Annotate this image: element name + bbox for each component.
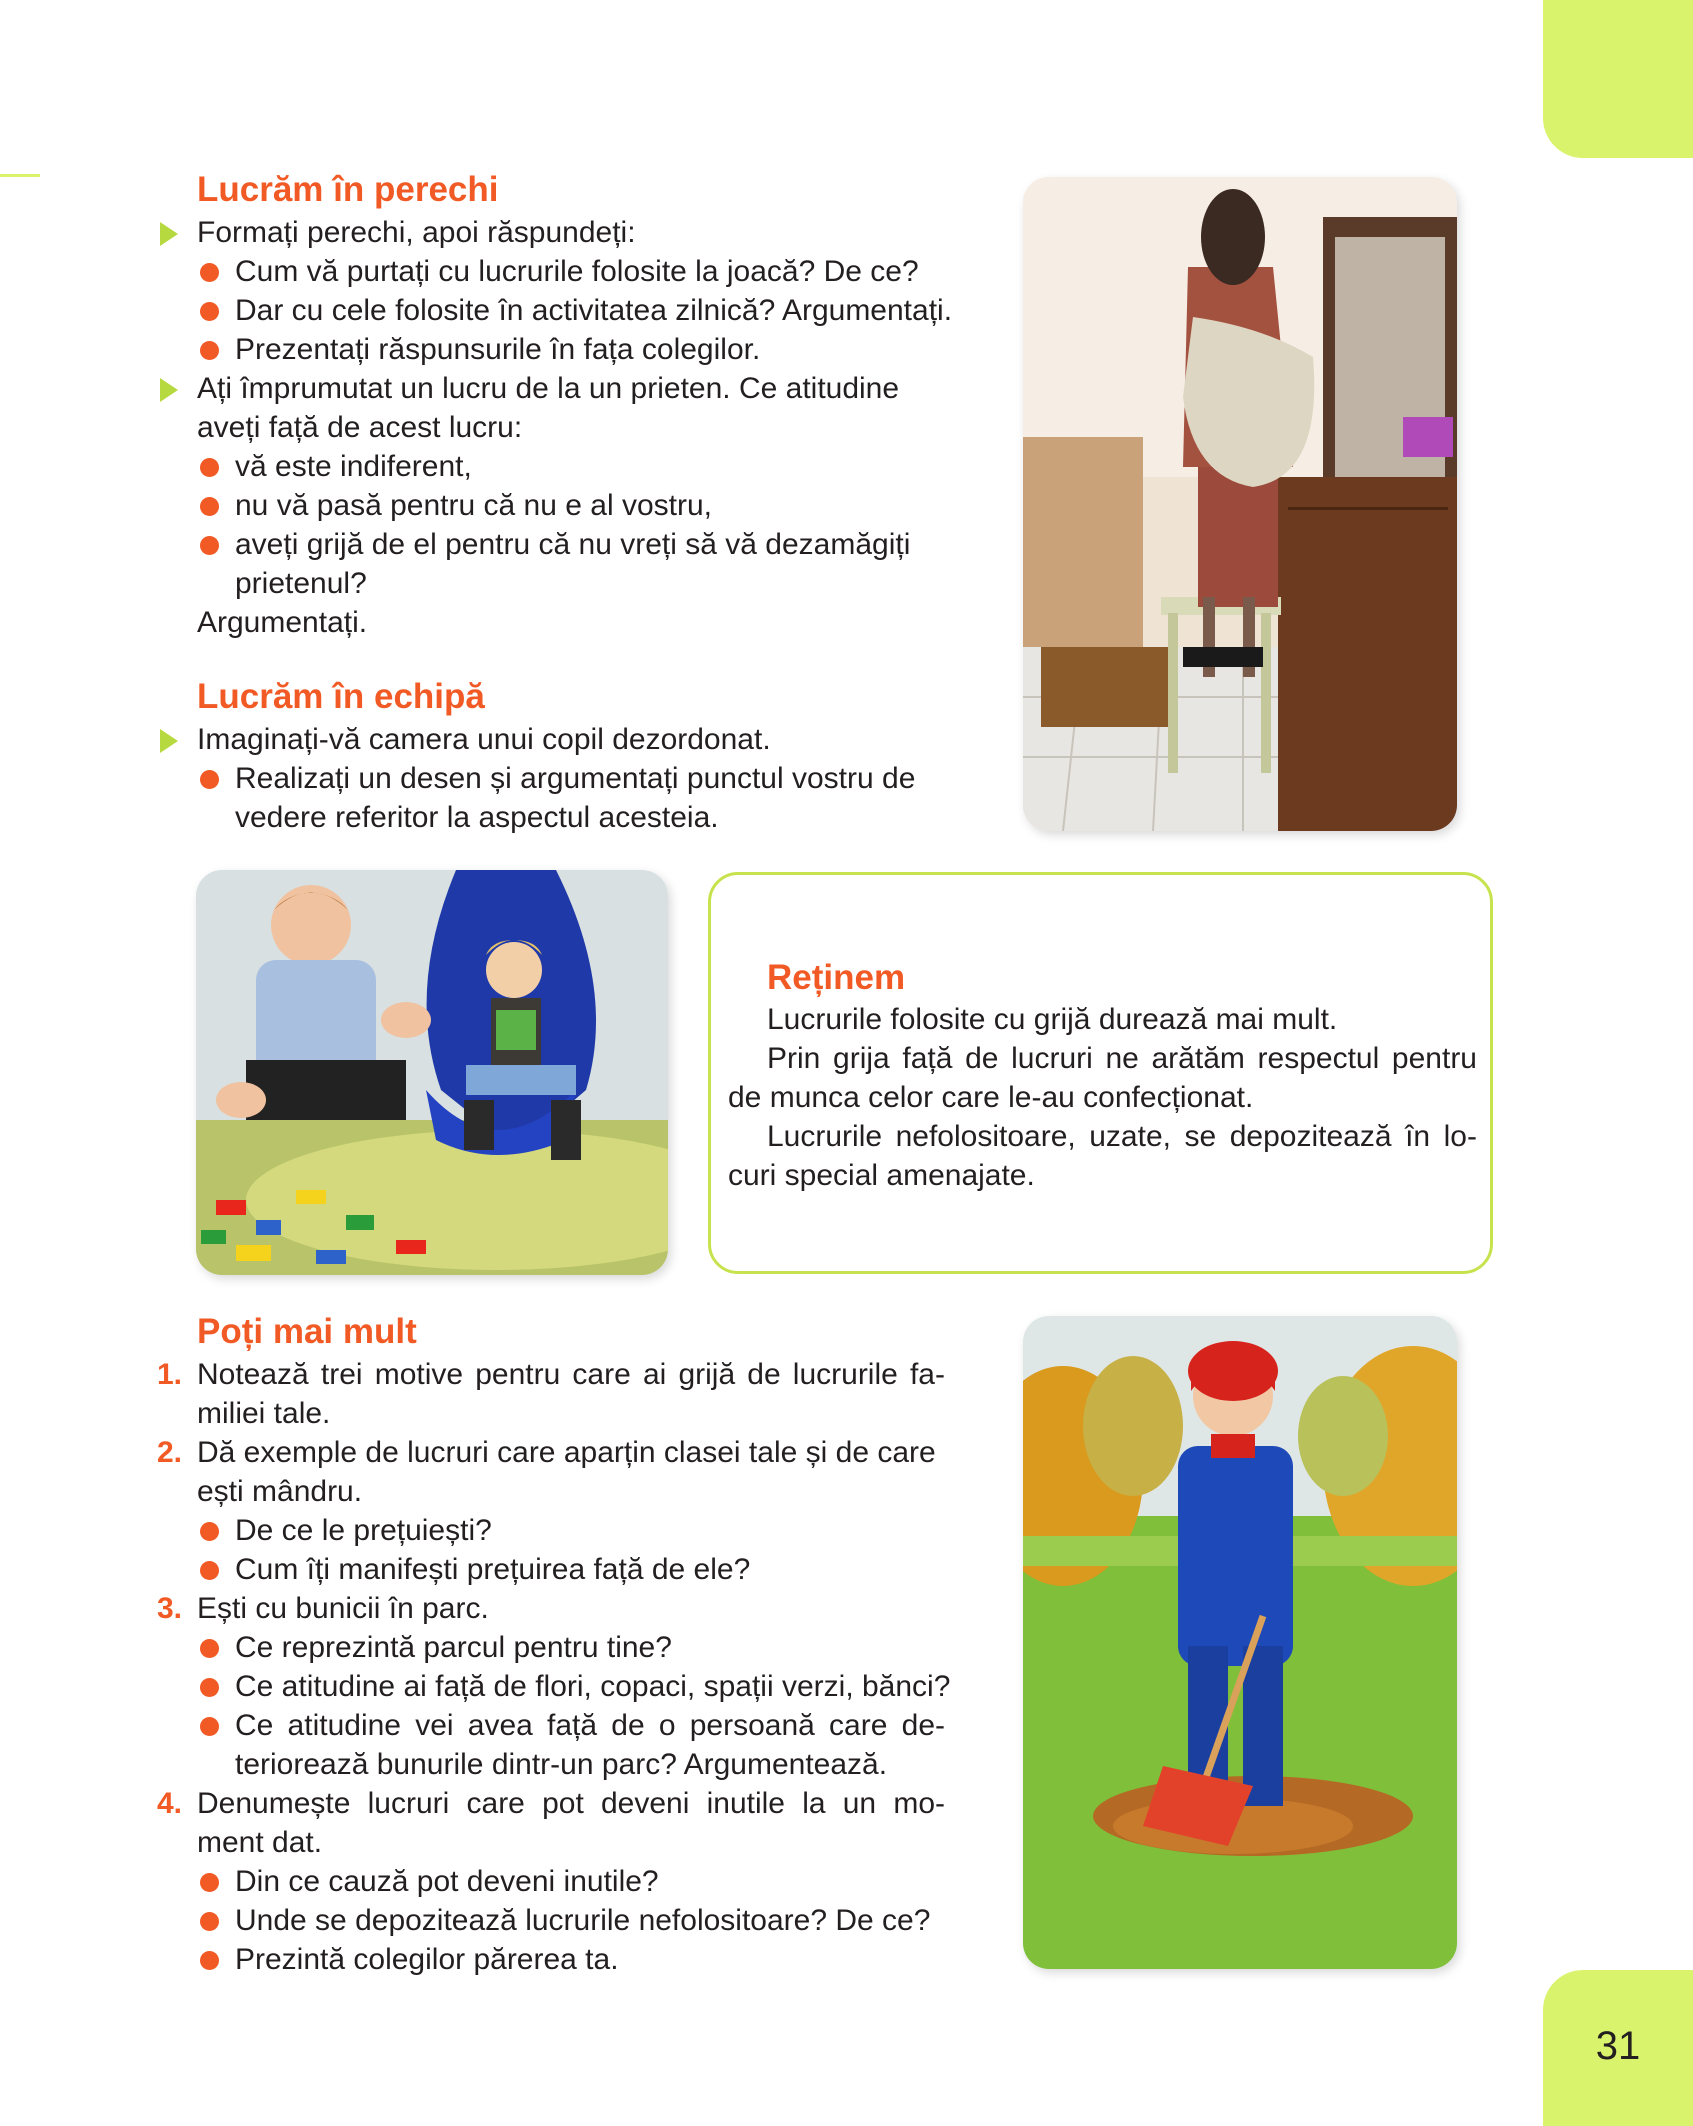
dot-bullet-icon [200,1873,219,1892]
dot-bullet-icon [200,263,219,282]
item-number: 2. [157,1436,183,1469]
text-line: Prezintă colegilor părerea ta. [235,1943,619,1976]
dot-bullet-icon [200,497,219,516]
dot-bullet-icon [200,302,219,321]
item-number: 4. [157,1787,183,1820]
section-title-retinem: Reținem [767,958,906,997]
text-line: Din ce cauză pot deveni inutile? [235,1865,659,1898]
dot-bullet-icon [200,458,219,477]
page-number-tab [1543,1970,1693,2126]
text-line: vă este indiferent, [235,450,472,483]
photo-child-raking-leaves [1023,1316,1457,1969]
text-line: Lucrurile folosite cu grijă durează mai mult. [767,1003,1338,1036]
text-line: aveți față de acest lucru: [197,411,523,444]
text-line: Ce atitudine ai față de flori, copaci, spații verzi, bănci? [235,1670,951,1703]
item-number: 1. [157,1358,183,1391]
section-title-perechi: Lucrăm în perechi [197,170,499,209]
text-line: Cum îți manifești prețuirea față de ele? [235,1553,751,1586]
text-line: Prin grija față de lucruri ne arătăm respectul pentru [767,1042,1477,1075]
text-line: Denumește lucruri care pot deveni inutile la un mo- [197,1787,945,1820]
dot-bullet-icon [200,1522,219,1541]
text-line: prietenul? [235,567,367,600]
dot-bullet-icon [200,1639,219,1658]
text-line: Ce atitudine vei avea față de o persoană care de- [235,1709,945,1742]
margin-tick [0,174,40,177]
text-line: Argumentați. [197,606,368,639]
text-line: ment dat. [197,1826,323,1859]
text-line: de munca celor care le-au confecționat. [728,1081,1254,1114]
text-line: miliei tale. [197,1397,331,1430]
arrow-bullet-icon [160,222,178,246]
text-line: Ce reprezintă parcul pentru tine? [235,1631,672,1664]
text-line: Cum vă purtați cu lucrurile folosite la joacă? De ce? [235,255,919,288]
photo-messy-room [196,870,668,1275]
dot-bullet-icon [200,536,219,555]
dot-bullet-icon [200,770,219,789]
text-line: Ați împrumutat un lucru de la un prieten. Ce atitudine [197,372,900,405]
text-line: vedere referitor la aspectul acesteia. [235,801,719,834]
photo-girl-on-chair [1023,177,1457,831]
text-line: Formați perechi, apoi răspundeți: [197,216,636,249]
dot-bullet-icon [200,341,219,360]
section-title-poti: Poți mai mult [197,1312,417,1351]
arrow-bullet-icon [160,729,178,753]
text-line: Imaginați-vă camera unui copil dezordonat. [197,723,771,756]
text-line: Notează trei motive pentru care ai grijă de lucrurile fa- [197,1358,945,1391]
text-line: aveți grijă de el pentru că nu vreți să vă dezamăgiți [235,528,911,561]
dot-bullet-icon [200,1561,219,1580]
arrow-bullet-icon [160,378,178,402]
text-line: Dă exemple de lucruri care aparțin clasei tale și de care [197,1436,936,1469]
text-line: Ești cu bunicii în parc. [197,1592,489,1625]
text-line: curi special amenajate. [728,1159,1035,1192]
item-number: 3. [157,1592,183,1625]
dot-bullet-icon [200,1951,219,1970]
text-line: nu vă pasă pentru că nu e al vostru, [235,489,712,522]
page-number: 31 [1595,2024,1641,2068]
text-line: Lucrurile nefolositoare, uzate, se depozitează în lo- [767,1120,1477,1153]
text-line: Dar cu cele folosite în activitatea zilnică? Argumentați. [235,294,953,327]
text-line: De ce le prețuiești? [235,1514,492,1547]
text-line: ești mândru. [197,1475,363,1508]
dot-bullet-icon [200,1717,219,1736]
text-line: Unde se depozitează lucrurile nefolositoare? De ce? [235,1904,931,1937]
text-line: Realizați un desen și argumentați punctul vostru de [235,762,916,795]
section-title-echipa: Lucrăm în echipă [197,677,485,716]
dot-bullet-icon [200,1912,219,1931]
corner-tab [1543,0,1693,158]
dot-bullet-icon [200,1678,219,1697]
text-line: Prezentați răspunsurile în fața colegilor. [235,333,761,366]
text-line: teriorează bunurile dintr-un parc? Argumentează. [235,1748,888,1781]
